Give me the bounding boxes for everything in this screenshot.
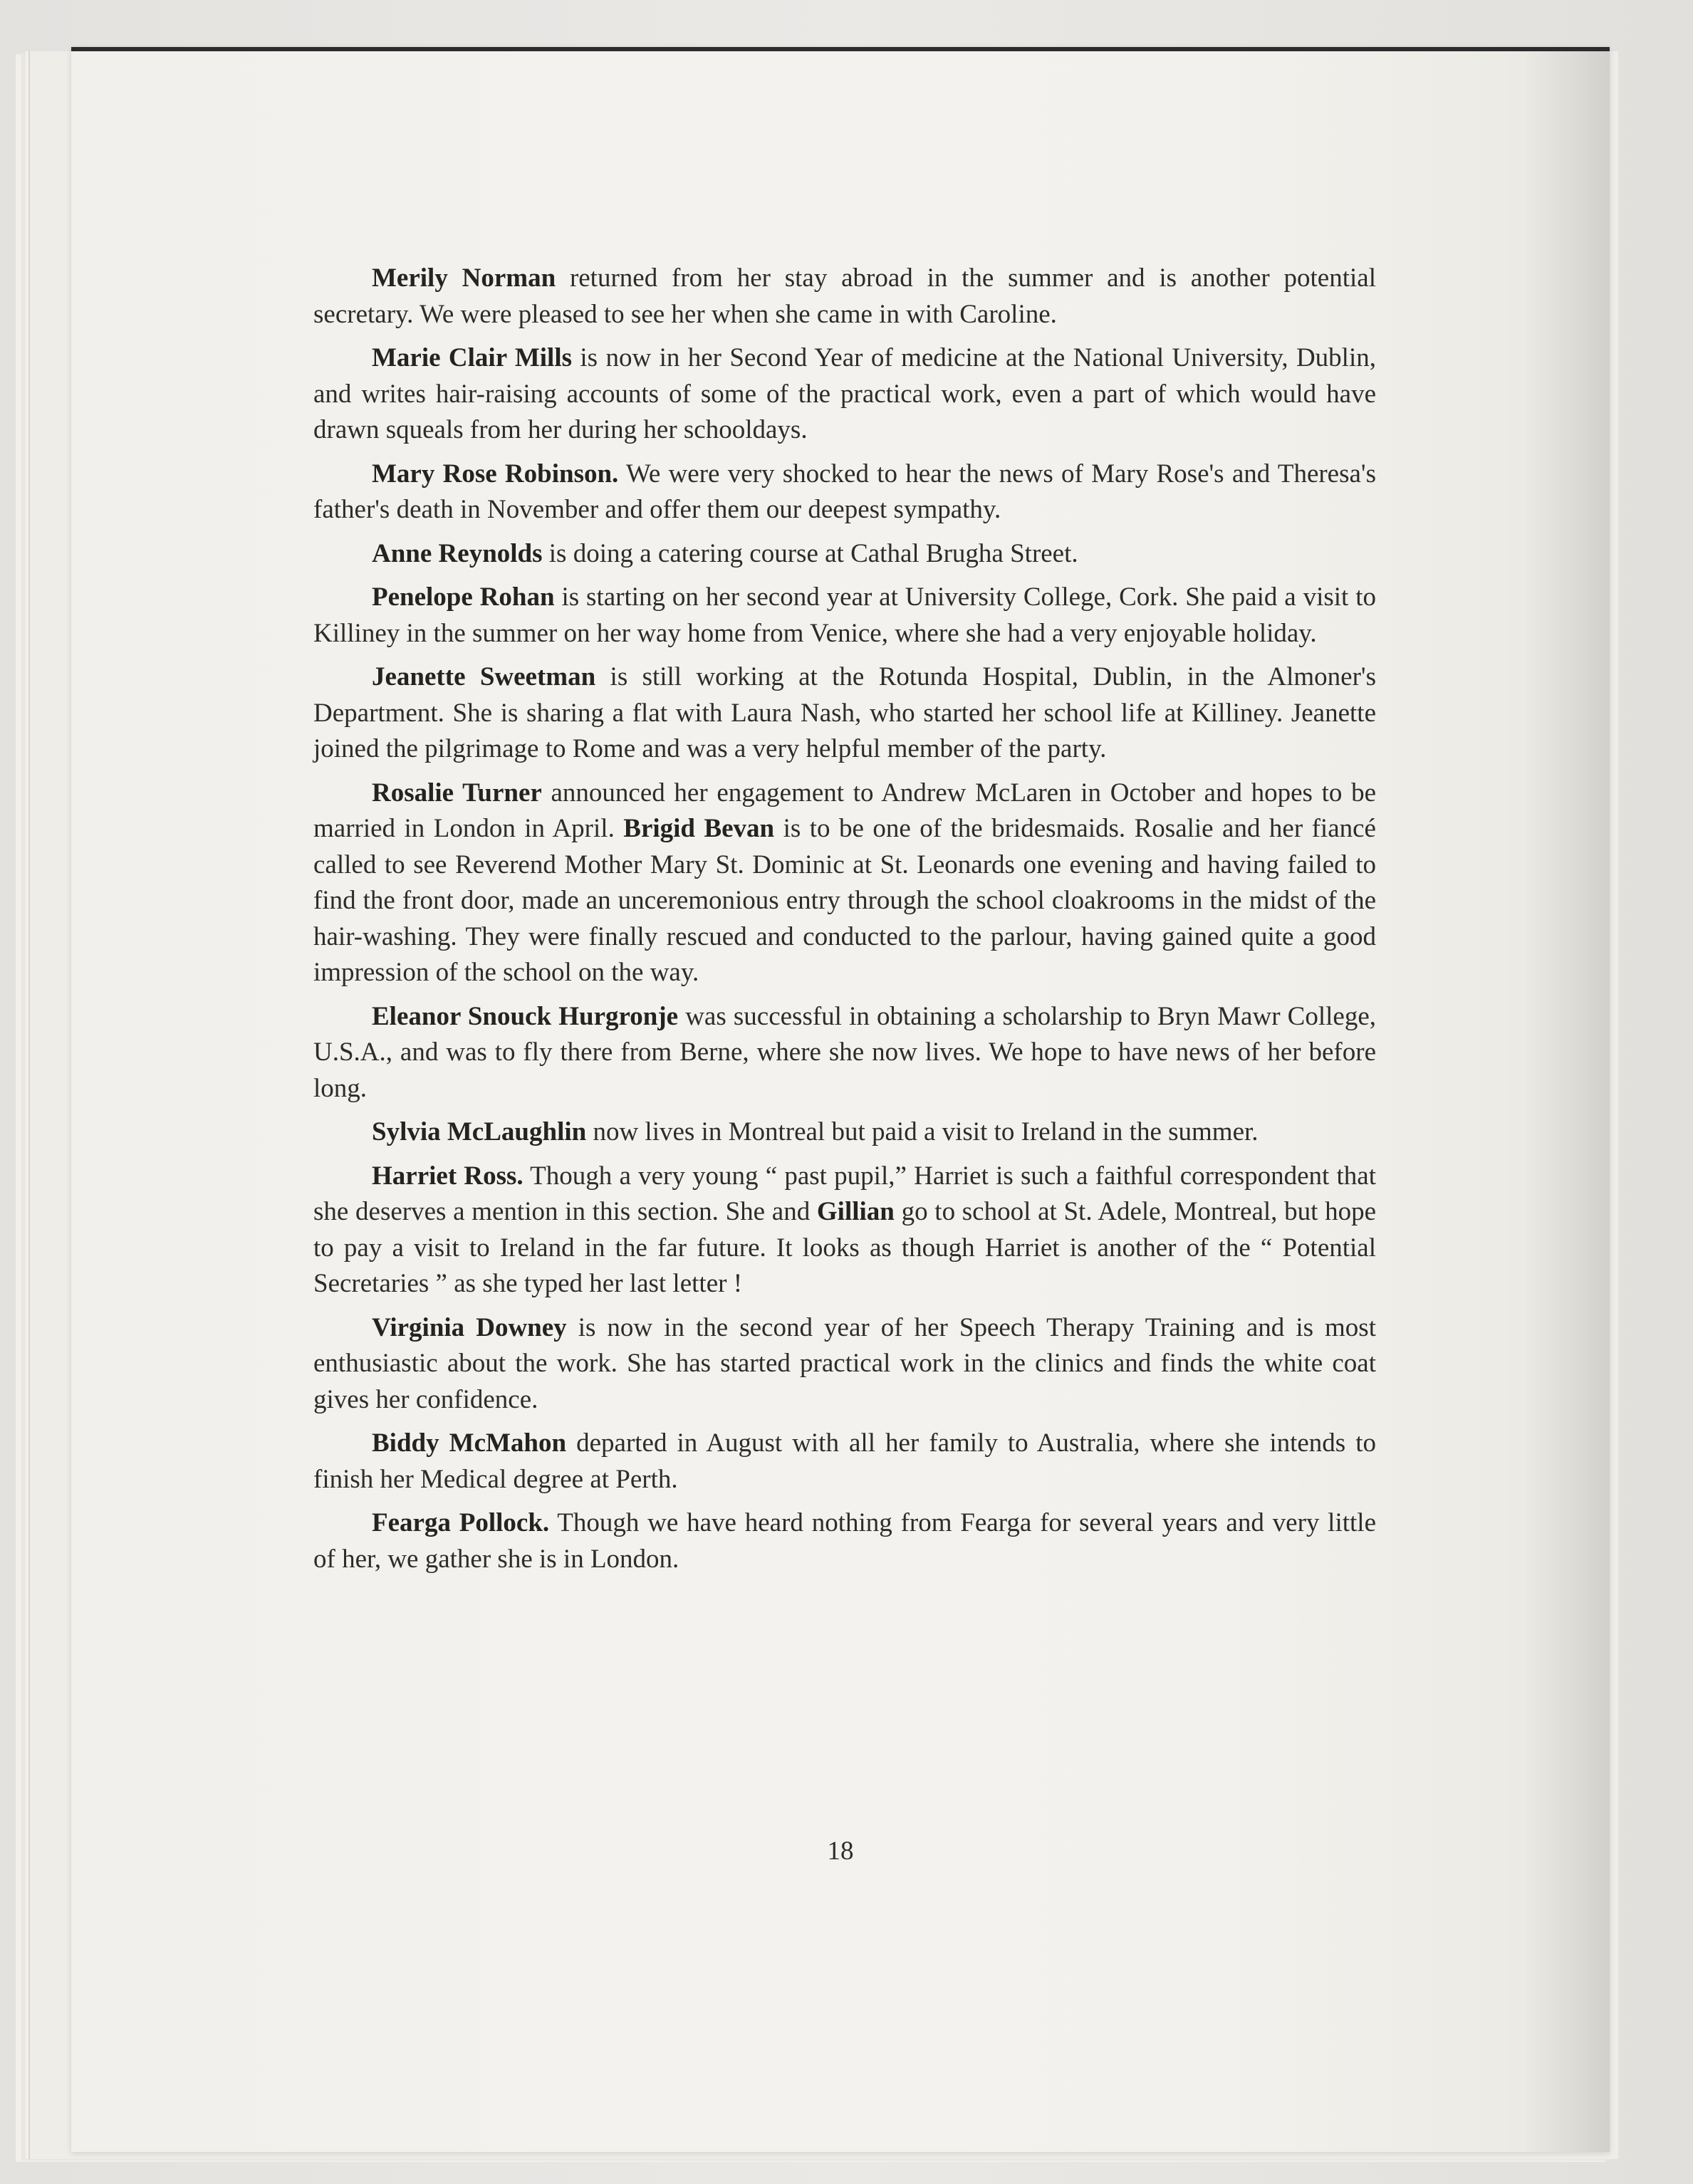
entry-name-secondary: Gillian	[816, 1197, 895, 1226]
page-fold-shadow	[1524, 51, 1610, 2152]
entry-name: Harriet Ross.	[372, 1161, 523, 1191]
entry-name: Mary Rose Robinson.	[372, 459, 619, 488]
entry-text: Though a very young “ past pupil,” Harriet is such a faithful correspondent that she deserves a mention in this section. She and	[313, 1161, 1376, 1226]
entry-text: is doing a catering course at Cathal Brugha Street.	[542, 538, 1078, 568]
entry-text: is starting on her second year at University College, Cork. She paid a visit to Killiney in the summer on her way home from Venice, where she had a very enjoyable holiday.	[313, 582, 1376, 648]
entry-mary-rose-robinson	[313, 456, 1376, 528]
entry-marie-clair-mills	[313, 340, 1376, 449]
entry-text: announced her engagement to Andrew McLaren in October and hopes to be married in London in April.	[313, 778, 1376, 843]
entry-anne-reynolds	[313, 536, 1376, 573]
entry-biddy-mcmahon	[313, 1426, 1376, 1498]
entry-penelope-rohan	[313, 580, 1376, 652]
entry-merily-norman	[313, 261, 1376, 333]
entry-jeanette-sweetman	[313, 659, 1376, 768]
entry-name: Jeanette Sweetman	[372, 662, 596, 691]
entry-name: Fearga Pollock.	[372, 1508, 550, 1537]
entry-name: Rosalie Turner	[372, 778, 542, 808]
entry-name: Penelope Rohan	[372, 582, 555, 612]
entry-text-continued: is to be one of the bridesmaids. Rosalie and her fiancé called to see Reverend Mother Mary St. Dominic at St. Leonards one evening and having failed to find the front door, made an unceremonious entry through the school cloakrooms in the midst of the hair-washing. They were finally rescued and conducted to the parlour, having gained quite a good impression of the school on the way.	[313, 814, 1376, 987]
entry-name: Anne Reynolds	[372, 538, 543, 568]
entry-virginia-downey	[313, 1310, 1376, 1418]
entry-text: is now in her Second Year of medicine at the National University, Dublin, and writes hair-raising accounts of some of the practical work, even a part of which would have drawn squeals from her during her schooldays.	[313, 343, 1376, 444]
entry-text: now lives in Montreal but paid a visit to Ireland in the summer.	[586, 1117, 1259, 1146]
entry-fearga-pollock	[313, 1505, 1376, 1577]
page-number: 18	[827, 1836, 854, 1866]
entry-name: Virginia Downey	[372, 1312, 567, 1342]
entry-name: Marie Clair Mills	[372, 343, 573, 372]
entry-name: Sylvia McLaughlin	[372, 1117, 587, 1146]
entry-text: is still working at the Rotunda Hospital, Dublin, in the Almoner's Department. She is sharing a flat with Laura Nash, who started her school life at Killiney. Jeanette joined the pilgrimage to Rome and was a very helpful member of the party.	[313, 662, 1376, 763]
page-text	[313, 261, 1376, 1585]
entry-text: is now in the second year of her Speech Therapy Training and is most enthusiastic about the work. She has started practical work in the clinics and finds the white coat gives her confidence.	[313, 1312, 1376, 1414]
entry-name: Biddy McMahon	[372, 1428, 567, 1458]
entry-text: returned from her stay abroad in the summer and is another potential secretary. We were pleased to see her when she came in with Caroline.	[313, 263, 1376, 329]
entry-text: was successful in obtaining a scholarship to Bryn Mawr College, U.S.A., and was to fly there from Berne, where she now lives. We hope to have news of her before long.	[313, 1001, 1376, 1103]
entry-text: We were very shocked to hear the news of Mary Rose's and Theresa's father's death in November and offer them our deepest sympathy.	[313, 459, 1376, 524]
entry-text-continued: go to school at St. Adele, Montreal, but hope to pay a visit to Ireland in the far future. It looks as though Harriet is another of the “ Potential Secretaries ” as she typed her last letter !	[313, 1197, 1377, 1298]
entry-harriet-ross	[313, 1159, 1376, 1302]
entry-rosalie-turner	[313, 775, 1376, 991]
entry-text: Though we have heard nothing from Fearga for several years and very little of her, we gather she is in London.	[313, 1508, 1376, 1574]
entry-eleanor-snouck-hurgronje	[313, 999, 1376, 1107]
entry-name: Eleanor Snouck Hurgronje	[372, 1001, 679, 1031]
entry-name-secondary: Brigid Bevan	[623, 814, 775, 843]
entry-text: departed in August with all her family to Australia, where she intends to finish her Medical degree at Perth.	[313, 1428, 1377, 1494]
entry-name: Merily Norman	[372, 263, 556, 293]
entry-sylvia-mclaughlin	[313, 1114, 1376, 1151]
